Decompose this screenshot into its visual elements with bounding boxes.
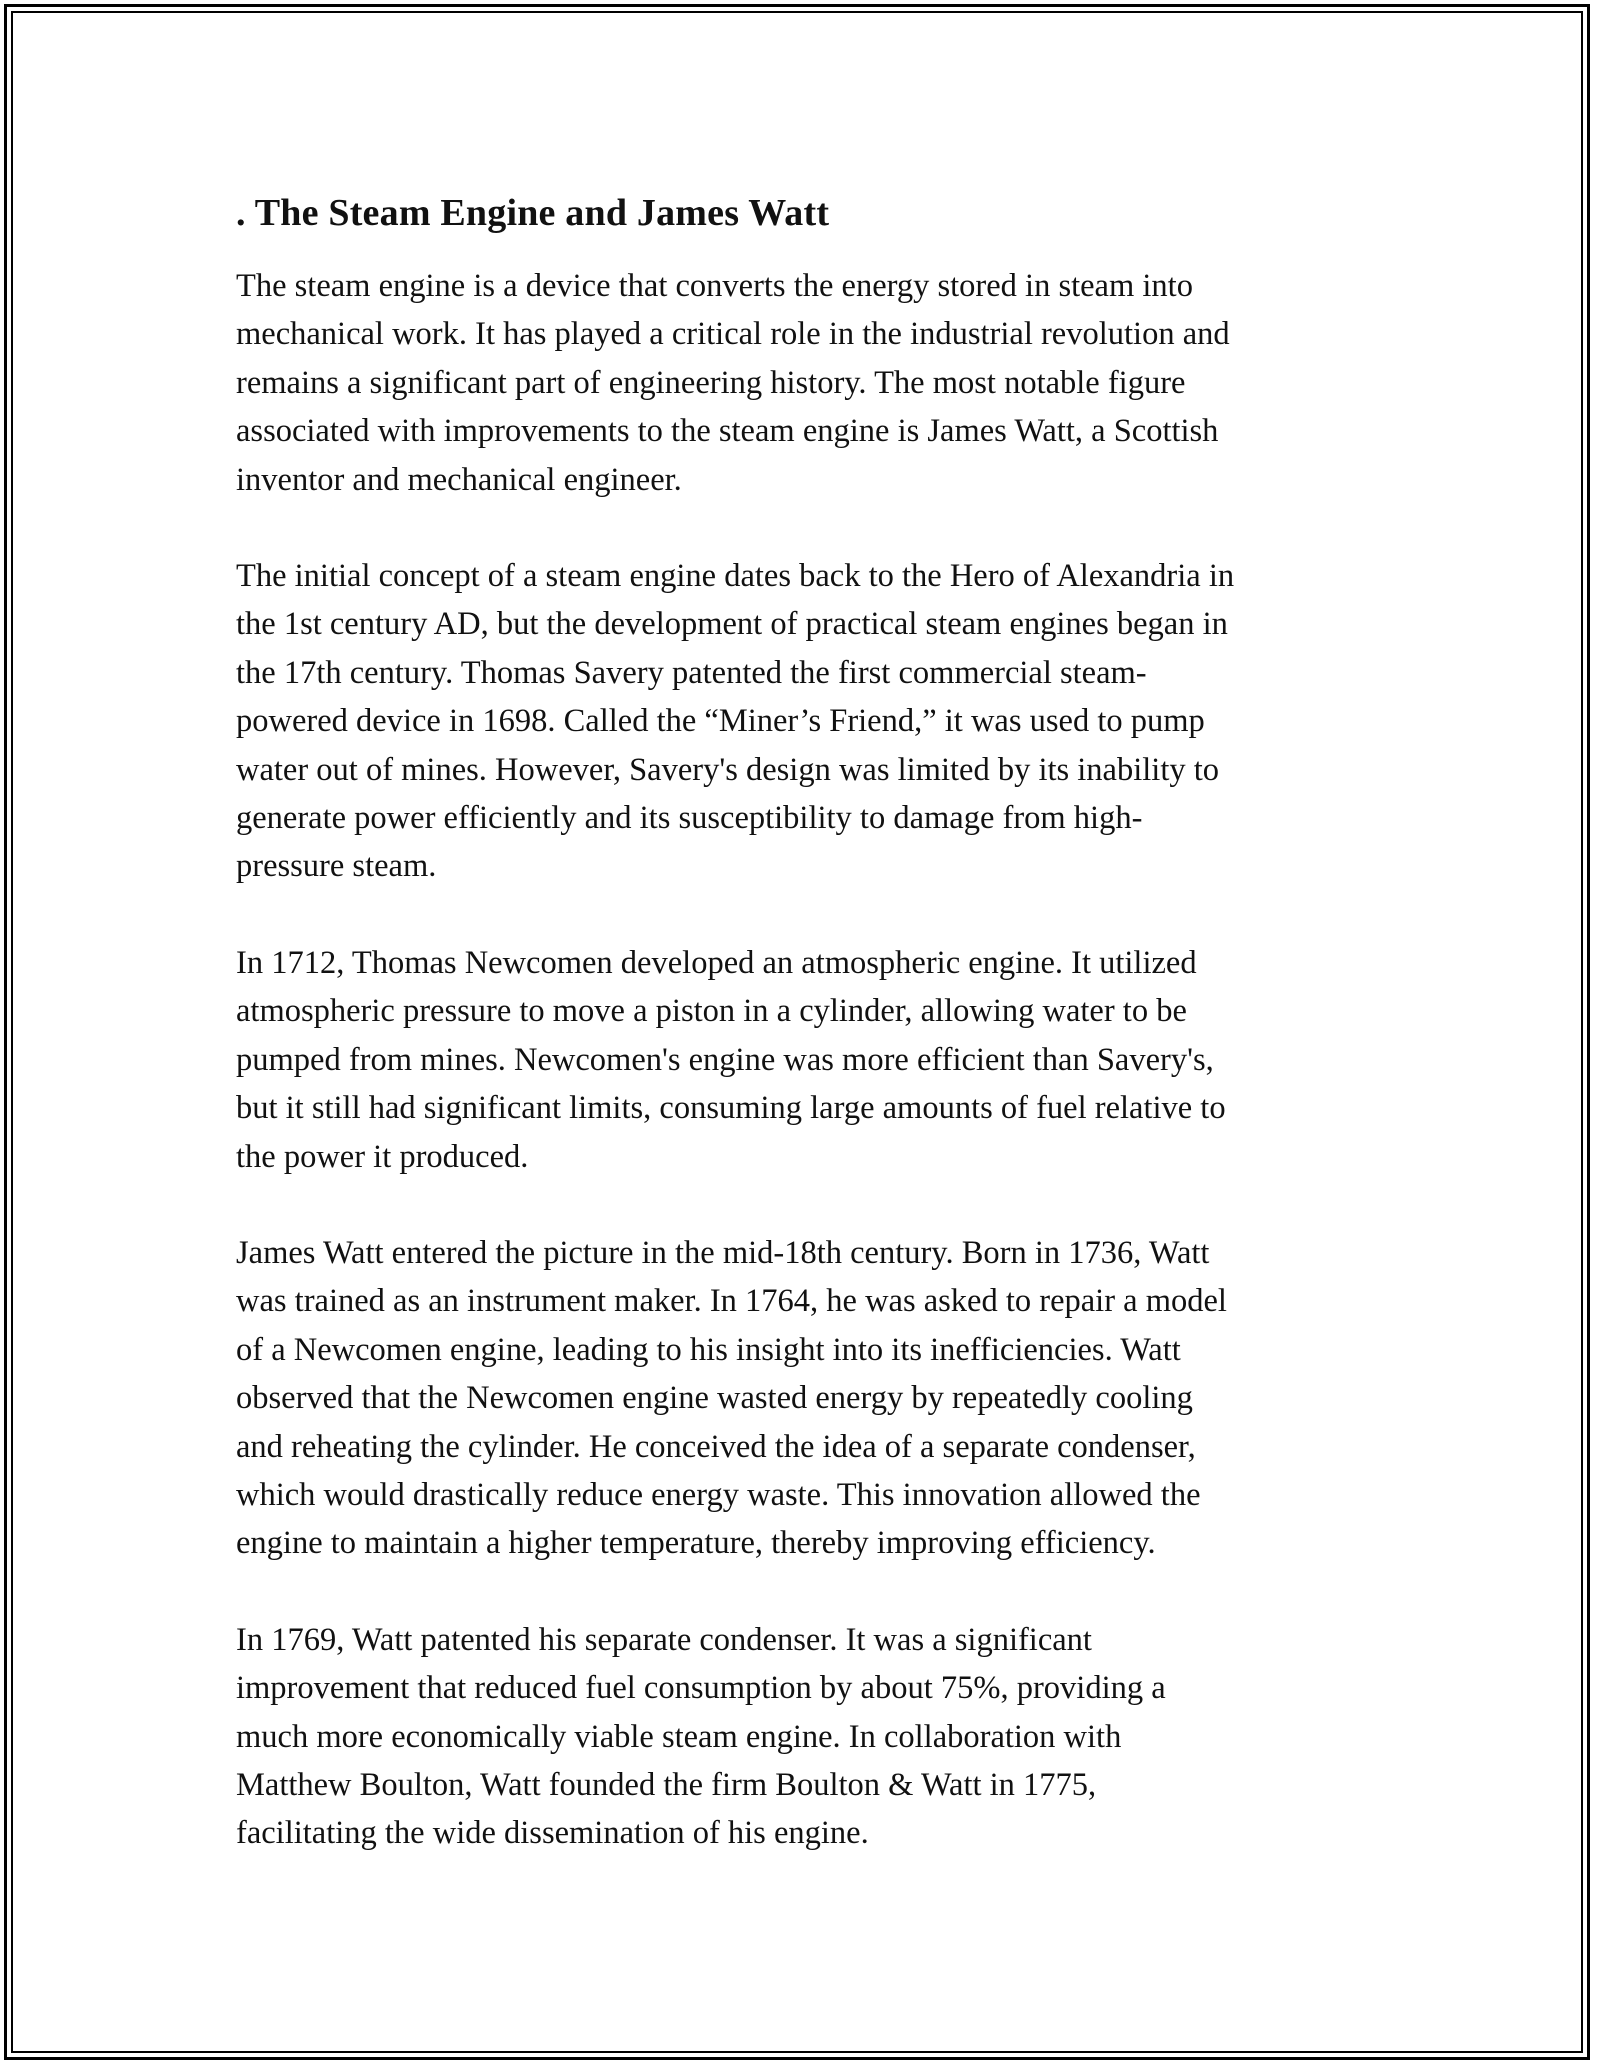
paragraph-intro: The steam engine is a device that converts the energy stored in steam into mechanical work. It has played a critical role in the industrial revolution and remains a significant part of engineering history. The most notable figure associated with improvements to the steam engine is James Watt, a Scottish inventor and mechanical engineer. (236, 268, 1230, 498)
paragraph-condenser-patent: In 1769, Watt patented his separate condenser. It was a significant improvement that reduced fuel consumption by about 75%, providing a much more economically viable steam engine. In collaboration with Matthew Boulton, Watt founded the firm Boulton & Watt in 1775, facilitating the wide dissemination of his engine. (236, 1621, 1166, 1852)
document-body (236, 186, 1376, 1906)
paragraph-james-watt: James Watt entered the picture in the mid-18th century. Born in 1736, Watt was trained as an instrument maker. In 1764, he was asked to repair a model of a Newcomen engine, leading to his insight into its inefficiencies. Watt observed that the Newcomen engine wasted energy by repeatedly cooling and reheating the cylinder. He conceived the idea of a separate condenser, which would drastically reduce energy waste. This innovation allowed the engine to maintain a higher temperature, thereby improving efficiency. (236, 1234, 1227, 1562)
document-title: . The Steam Engine and James Watt (236, 192, 830, 234)
paragraph-newcomen: In 1712, Thomas Newcomen developed an atmospheric engine. It utilized atmospheric pressure to move a piston in a cylinder, allowing water to be pumped from mines. Newcomen's engine was more efficient than Savery's, but it still had significant limits, consuming large amounts of fuel relative to the power it produced. (236, 944, 1226, 1175)
paragraph-early-history: The initial concept of a steam engine dates back to the Hero of Alexandria in the 1st century AD, but the development of practical steam engines began in the 17th century. Thomas Savery patented the first commercial steam- powered device in 1698. Called the “Miner’s Friend,” it was used to pump water out of mines. However, Savery's design was limited by its inability to generate power efficiently and its susceptibility to damage from high- pressure steam. (236, 558, 1235, 885)
